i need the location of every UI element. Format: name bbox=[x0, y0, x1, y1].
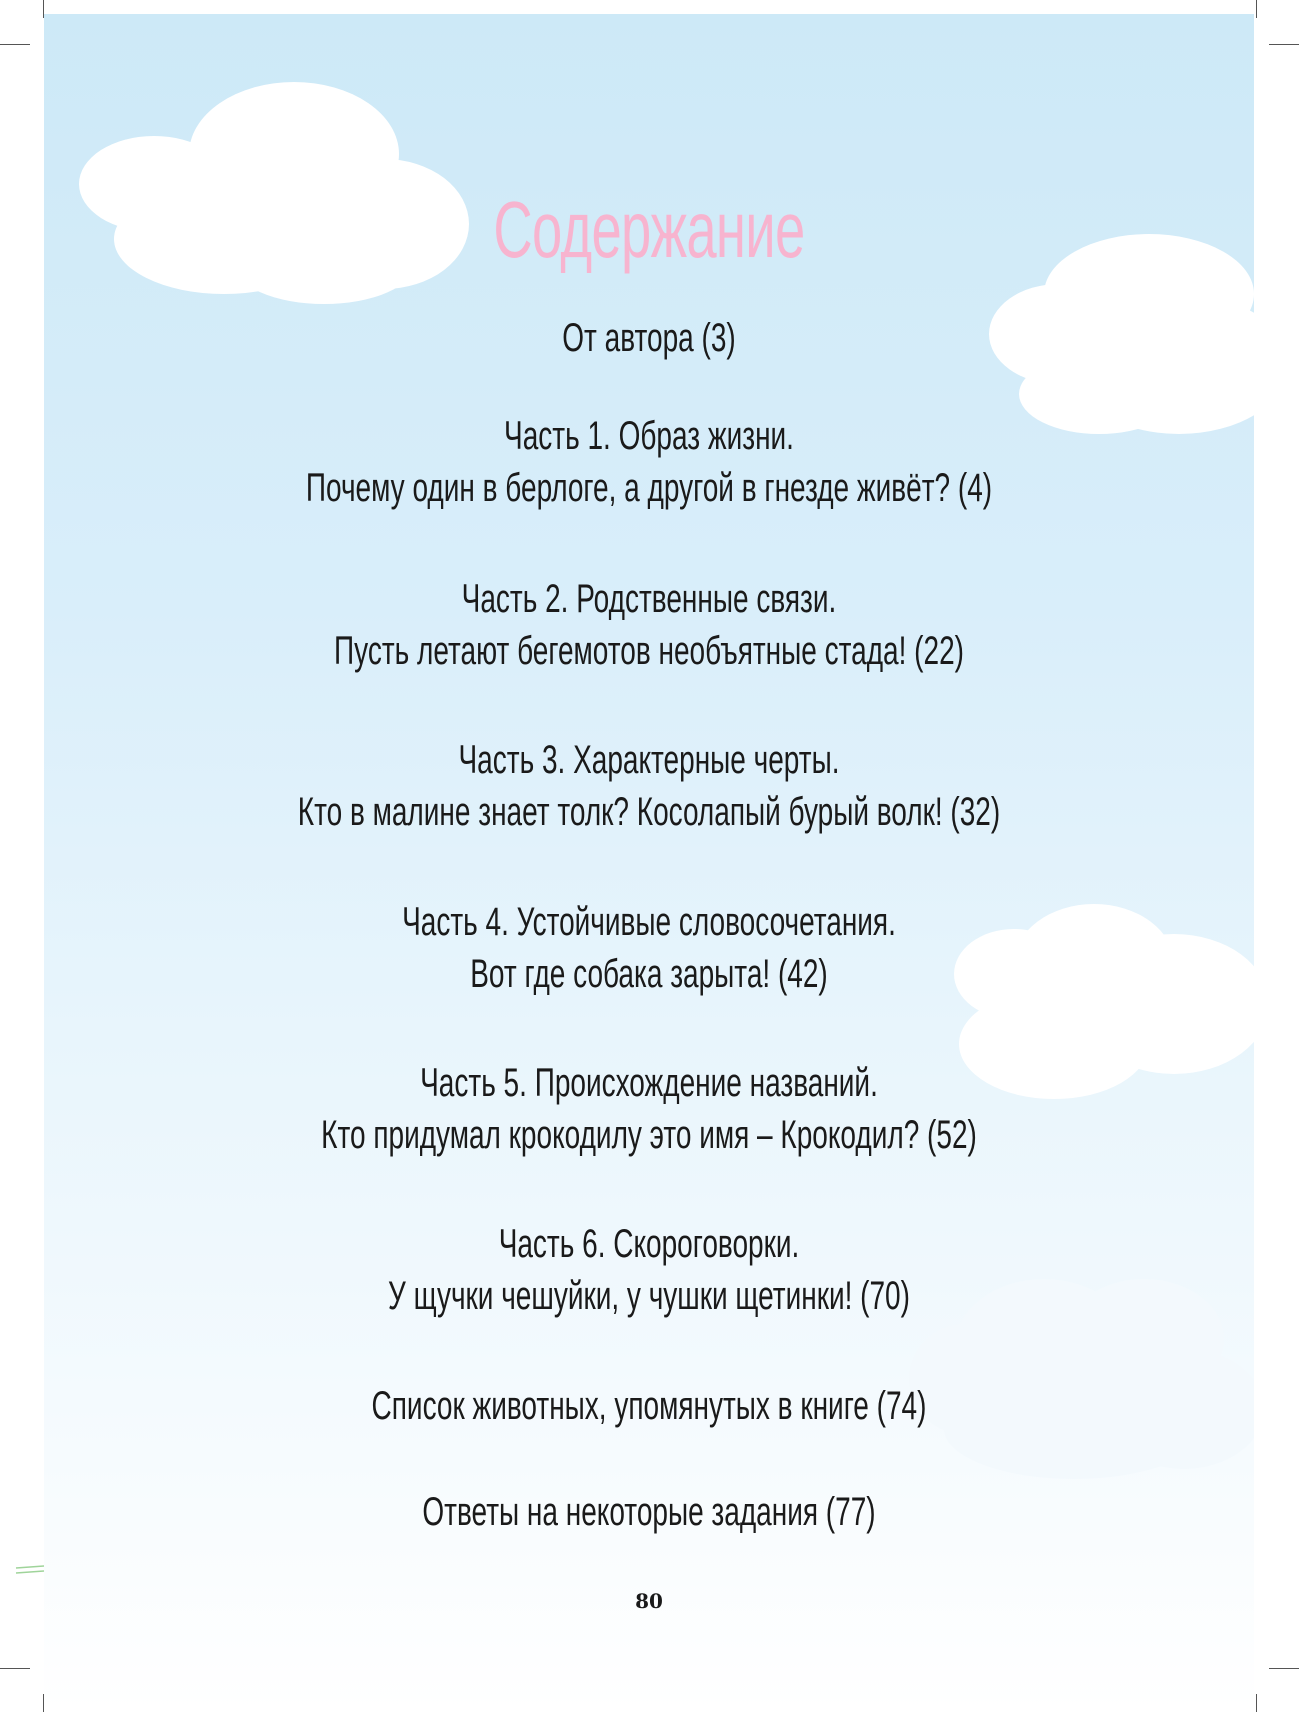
toc-entry-heading: Часть 2. Родственные связи. bbox=[461, 577, 837, 621]
toc-entry bbox=[44, 410, 1254, 514]
toc-entry bbox=[44, 734, 1254, 838]
crop-mark bbox=[1269, 1668, 1299, 1669]
crop-mark bbox=[0, 44, 30, 45]
toc-entry-subtitle: Вот где собака зарыта! (42) bbox=[470, 952, 828, 996]
toc-entry-heading: Часть 4. Устойчивые словосочетания. bbox=[402, 900, 896, 944]
toc-entry bbox=[44, 1380, 1254, 1432]
toc-entry bbox=[44, 312, 1254, 364]
toc-entry-heading: Часть 6. Скороговорки. bbox=[498, 1222, 800, 1266]
pencil-mark-icon bbox=[14, 1564, 48, 1576]
toc-entry-subtitle: Кто в малине знает толк? Косолапый бурый волк! (32) bbox=[297, 790, 1001, 834]
toc-entry-heading: Часть 3. Характерные черты. bbox=[458, 738, 840, 782]
crop-mark bbox=[0, 1668, 30, 1669]
toc-entry bbox=[44, 1486, 1254, 1538]
crop-mark bbox=[1269, 44, 1299, 45]
toc-entry bbox=[44, 896, 1254, 1000]
toc-entry-heading: Часть 5. Происхождение названий. bbox=[420, 1061, 878, 1105]
page-number: 80 bbox=[635, 1589, 663, 1613]
toc-entry bbox=[44, 1218, 1254, 1322]
toc-entry-subtitle: Пусть летают бегемотов необъятные стада! (22) bbox=[334, 629, 964, 673]
crop-mark bbox=[1256, 0, 1257, 18]
toc-entry-subtitle: Кто придумал крокодилу это имя – Крокодил? (52) bbox=[321, 1113, 977, 1157]
toc-entry-heading: Список животных, упомянутых в книге (74) bbox=[371, 1384, 927, 1428]
toc-entry-heading: Ответы на некоторые задания (77) bbox=[422, 1490, 876, 1534]
toc-entry bbox=[44, 573, 1254, 677]
toc-entry-subtitle: Почему один в берлоге, а другой в гнезде живёт? (4) bbox=[305, 466, 993, 510]
page-title: Содержание bbox=[493, 185, 805, 274]
toc-entry-heading: Часть 1. Образ жизни. bbox=[504, 414, 794, 458]
toc-entry-subtitle: У щучки чешуйки, у чушки щетинки! (70) bbox=[388, 1274, 910, 1318]
toc-entry-heading: От автора (3) bbox=[562, 316, 736, 360]
toc-entry bbox=[44, 1057, 1254, 1161]
crop-mark bbox=[1256, 1694, 1257, 1712]
